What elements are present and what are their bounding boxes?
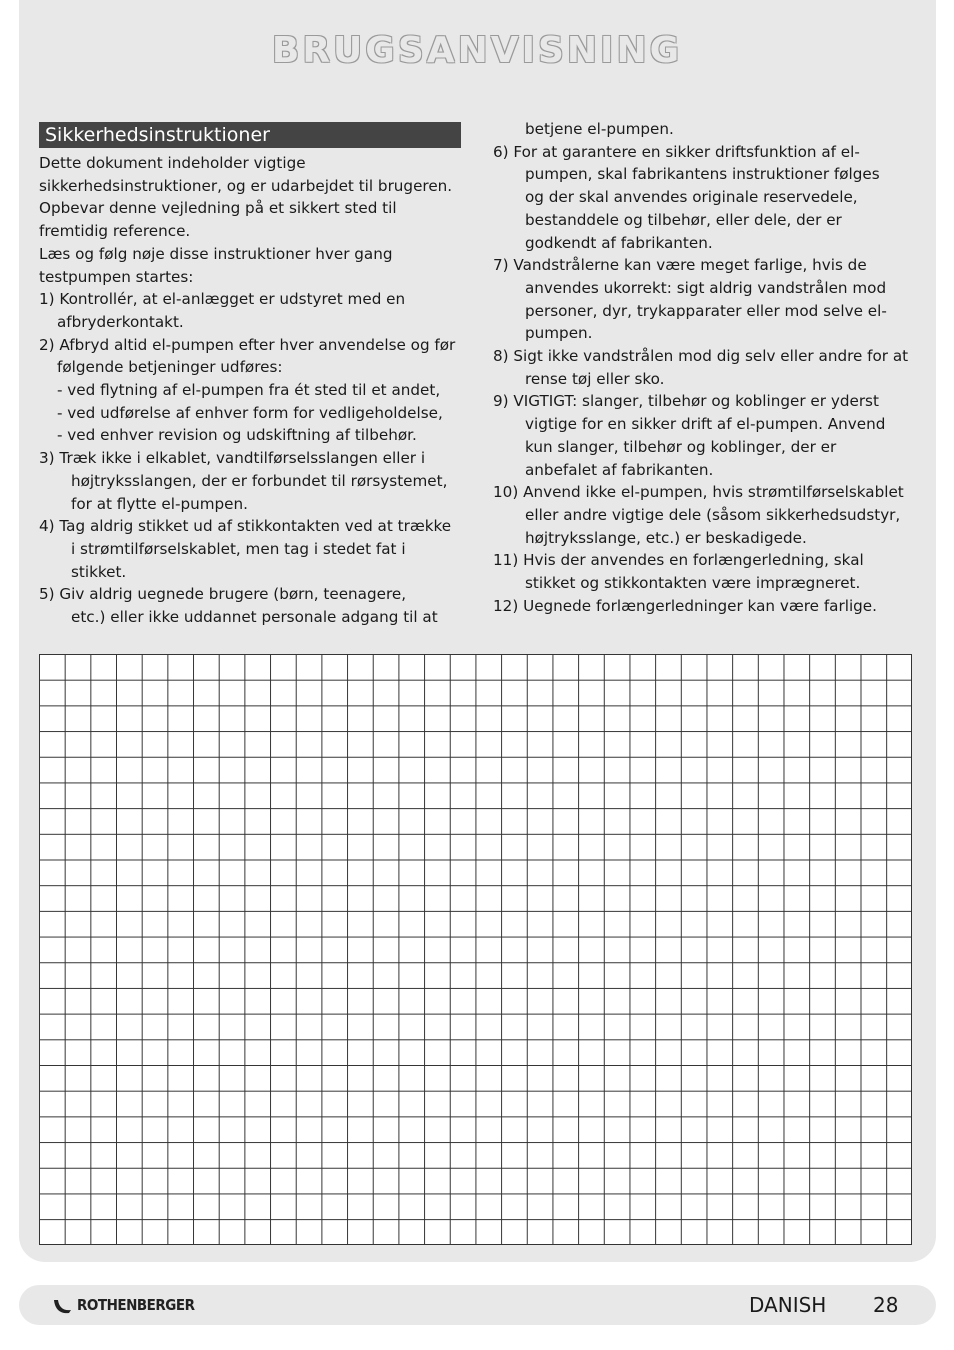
list-item-6: 6) For at garantere en sikker driftsfunktion af el- (493, 142, 860, 161)
list-item-2: 2) Afbryd altid el-pumpen efter hver anvendelse og før (39, 335, 456, 354)
list-item-6-cont: og der skal anvendes originale reservedele, (525, 188, 858, 207)
list-item-10-cont: højtryksslange, etc.) er beskadigede. (525, 528, 807, 547)
list-item-10-cont: eller andre vigtige dele (såsom sikkerhedsudstyr, (525, 505, 901, 524)
list-item-7: 7) Vandstrålerne kan være meget farlige, hvis de (493, 256, 867, 275)
intro-line: Dette dokument indeholder vigtige (39, 154, 306, 172)
list-item-9-cont: kun slanger, tilbehør og koblinger, der er (525, 437, 837, 456)
list-item-11-cont: stikket og stikkontakten være imprægneret. (525, 574, 861, 593)
list-item-3-cont: for at flytte el-pumpen. (71, 494, 248, 513)
list-item-6-cont: pumpen, skal fabrikantens instruktioner følges (525, 165, 880, 184)
list-item-7-cont: anvendes ukorrekt: sigt aldrig vandstrålen mod (525, 278, 887, 297)
language-label: DANISH (749, 1293, 827, 1317)
list-item-7-cont: personer, dyr, trykapparater eller mod selve el- (525, 301, 887, 320)
intro-line: fremtidig reference. (39, 222, 191, 241)
list-item-3-cont: højtryksslangen, der er forbundet til rørsystemet, (71, 471, 448, 490)
list-item-5-cont: betjene el-pumpen. (525, 120, 674, 138)
list-item-12: 12) Uegnede forlængerledninger kan være farlige. (493, 596, 877, 615)
list-item-4-cont: i strømtilførselskablet, men tag i stedet fat i (71, 539, 406, 558)
intro-line: Læs og følg nøje disse instruktioner hver gang (39, 244, 393, 263)
list-item-9-cont: anbefalet af fabrikanten. (525, 460, 714, 479)
list-item-2-cont: følgende betjeninger udføres: (57, 358, 283, 377)
list-item-1: 1) Kontrollér, at el-anlægget er udstyret med en (39, 290, 406, 309)
intro-line: sikkerhedsinstruktioner, og er udarbejdet til brugeren. (39, 176, 453, 195)
page-title: BRUGSANVISNING (271, 30, 683, 71)
list-item-1-cont: afbryderkontakt. (57, 312, 184, 331)
list-item-6-cont: godkendt af fabrikanten. (525, 233, 713, 252)
list-item-7-cont: pumpen. (525, 324, 593, 343)
intro-line: testpumpen startes: (39, 267, 194, 286)
list-item-5: 5) Giv aldrig uegnede brugere (børn, teenagere, (39, 585, 407, 604)
list-item-2-sub: - ved enhver revision og udskiftning af tilbehør. (57, 426, 417, 445)
list-item-8: 8) Sigt ikke vandstrålen mod dig selv eller andre for at (493, 347, 909, 366)
list-item-6-cont: bestanddele og tilbehør, eller dele, der er (525, 210, 842, 229)
list-item-9: 9) VIGTIGT: slanger, tilbehør og koblinger er yderst (493, 392, 879, 411)
list-item-9-cont: vigtige for en sikker drift af el-pumpen. Anvend (525, 415, 886, 434)
footer-bar (19, 1285, 936, 1325)
brand-logo (53, 1294, 194, 1316)
list-item-11: 11) Hvis der anvendes en forlængerledning, skal (493, 551, 864, 570)
list-item-3: 3) Træk ikke i elkablet, vandtilførselsslangen eller i (39, 449, 426, 468)
list-item-4-cont: stikket. (71, 562, 127, 581)
section-heading: Sikkerhedsinstruktioner (39, 122, 461, 148)
page-number: 28 (873, 1293, 899, 1317)
list-item-4: 4) Tag aldrig stikket ud af stikkontakten ved at trække (39, 517, 452, 536)
list-item-10: 10) Anvend ikke el-pumpen, hvis strømtilførselskablet (493, 483, 904, 502)
brand-name: ROTHENBERGER (77, 1296, 195, 1314)
left-column (39, 122, 463, 629)
brand-swoosh-icon (53, 1294, 79, 1316)
list-item-2-sub: - ved udførelse af enhver form for vedligeholdelse, (57, 403, 443, 422)
list-item-5-cont: etc.) eller ikke uddannet personale adgang til at (71, 608, 438, 627)
list-item-8-cont: rense tøj eller sko. (525, 369, 665, 388)
intro-line: Opbevar denne vejledning på et sikkert sted til (39, 199, 397, 218)
list-item-2-sub: - ved flytning af el-pumpen fra ét sted til et andet, (57, 381, 441, 400)
right-column (493, 118, 917, 617)
notes-grid (39, 654, 912, 1245)
